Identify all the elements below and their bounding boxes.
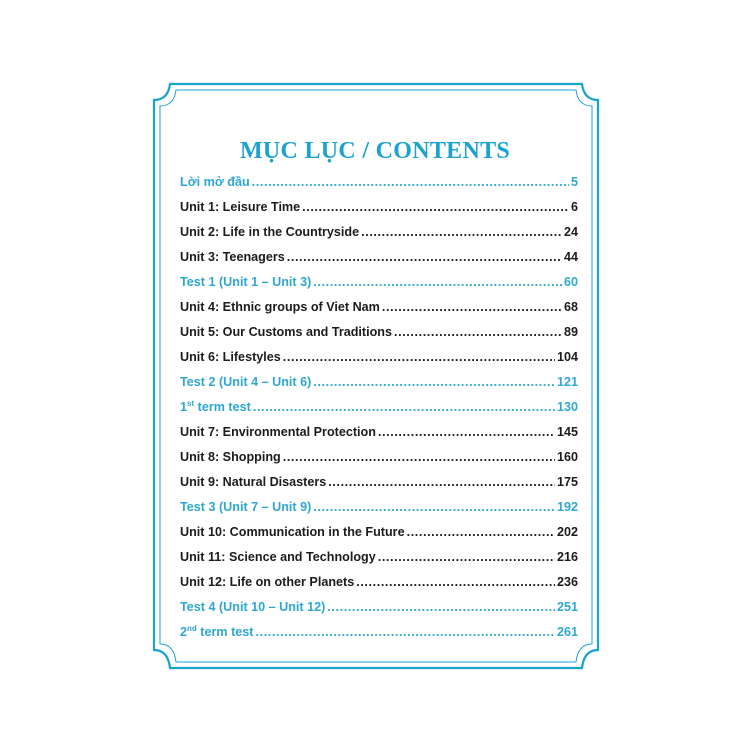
dot-leader [313,270,562,295]
dot-leader [378,545,555,570]
toc-entry-label: Test 1 (Unit 1 – Unit 3) [180,275,312,289]
toc-entry-label: Unit 7: Environmental Protection [180,425,376,439]
toc-row [180,245,578,270]
toc-entry-page-number: 236 [556,575,578,589]
toc-entry-label: Unit 4: Ethnic groups of Viet Nam [180,300,380,314]
toc-entry-page-number: 202 [556,525,578,539]
toc-row [180,520,578,545]
toc-entry-page-number: 160 [556,450,578,464]
dot-leader [394,320,562,345]
toc-entry-page-number: 68 [563,300,578,314]
toc-entry-page-number: 216 [556,550,578,564]
toc-row [180,620,578,645]
toc-entry-label: Unit 3: Teenagers [180,250,285,264]
toc-entry-label: Unit 11: Science and Technology [180,550,376,564]
toc-entry-page-number: 261 [556,625,578,639]
toc-entry-label: Unit 2: Life in the Countryside [180,225,360,239]
toc-entry-page-number: 145 [556,425,578,439]
toc-entry-label: 2nd term test [180,623,254,639]
toc-entry-page-number: 60 [563,275,578,289]
toc-entry-page-number: 24 [563,225,578,239]
toc-entry-page-number: 104 [556,350,578,364]
dot-leader [252,170,569,195]
toc-row [180,420,578,445]
toc-entry-label: Unit 5: Our Customs and Traditions [180,325,393,339]
toc-entry-label: Test 2 (Unit 4 – Unit 6) [180,375,312,389]
toc-entry-page-number: 44 [563,250,578,264]
toc-row [180,170,578,195]
toc-row [180,220,578,245]
dot-leader [253,395,555,420]
dot-leader [327,595,555,620]
dot-leader [378,420,555,445]
toc-row [180,445,578,470]
toc-entry-label: Unit 6: Lifestyles [180,350,281,364]
toc-row [180,395,578,420]
toc-row [180,195,578,220]
toc-entry-page-number: 89 [563,325,578,339]
toc-row [180,570,578,595]
toc-row [180,320,578,345]
dot-leader [287,245,562,270]
toc-entry-page-number: 175 [556,475,578,489]
toc-entry-label: Unit 12: Life on other Planets [180,575,355,589]
toc-entry-label: Unit 8: Shopping [180,450,281,464]
toc-entry-label: Test 3 (Unit 7 – Unit 9) [180,500,312,514]
dot-leader [328,470,555,495]
toc-entry-page-number: 121 [556,375,578,389]
toc-row [180,270,578,295]
toc-entry-label: Test 4 (Unit 10 – Unit 12) [180,600,326,614]
toc-entry-page-number: 251 [556,600,578,614]
dot-leader [283,445,555,470]
toc-entry-page-number: 5 [570,175,578,189]
toc-entry-page-number: 192 [556,500,578,514]
dot-leader [407,520,555,545]
toc-entry-label: Unit 9: Natural Disasters [180,475,327,489]
toc-row [180,595,578,620]
dot-leader [302,195,569,220]
toc-row [180,495,578,520]
toc-row [180,470,578,495]
table-of-contents [180,170,578,645]
dot-leader [283,345,555,370]
toc-entry-label: Lời mở đầu [180,175,250,189]
toc-row [180,370,578,395]
dot-leader [361,220,562,245]
toc-row [180,545,578,570]
page-title: MỤC LỤC / CONTENTS [239,138,511,164]
toc-entry-page-number: 130 [556,400,578,414]
toc-row [180,345,578,370]
toc-entry-page-number: 6 [570,200,578,214]
toc-entry-label: Unit 1: Leisure Time [180,200,301,214]
dot-leader [256,620,555,645]
dot-leader [313,370,555,395]
toc-entry-label: 1st term test [180,398,251,414]
toc-entry-label: Unit 10: Communication in the Future [180,525,405,539]
dot-leader [382,295,562,320]
toc-row [180,295,578,320]
dot-leader [356,570,555,595]
dot-leader [313,495,555,520]
